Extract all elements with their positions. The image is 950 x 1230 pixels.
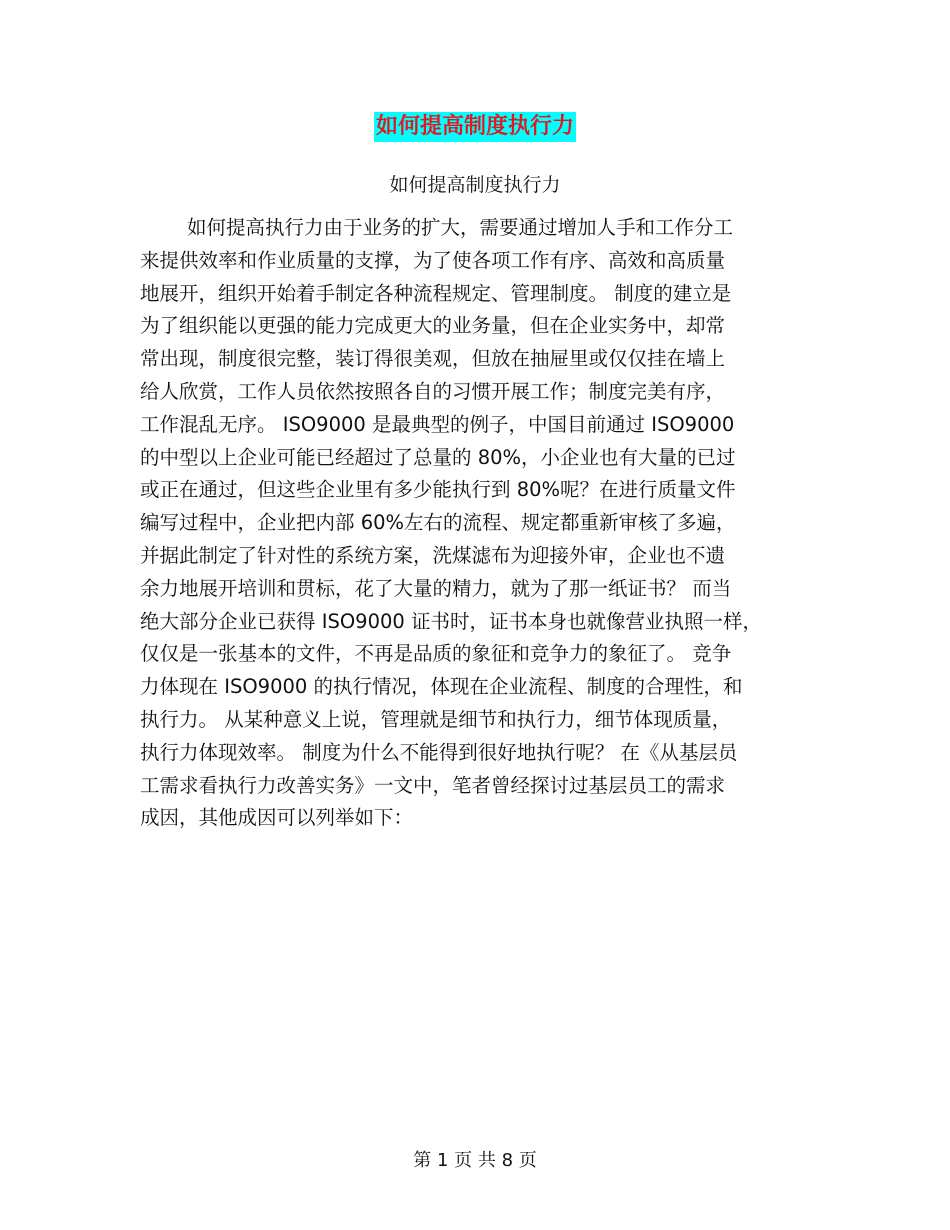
- text-line: 并据此制定了针对性的系统方案，洗煤滤布为迎接外审，企业也不遗: [140, 543, 726, 567]
- text-line: 仅仅是一张基本的文件，不再是品质的象征和竞争力的象征了。 竞争: [140, 642, 732, 666]
- text-line: 工作混乱无序。 ISO9000 是最典型的例子，中国目前通过 ISO9000: [140, 412, 735, 436]
- text-line: 常出现，制度很完整，装订得很美观，但放在抽屉里或仅仅挂在墙上: [140, 347, 726, 371]
- title-container: [0, 112, 950, 142]
- text-line: 为了组织能以更强的能力完成更大的业务量，但在企业实务中，却常: [140, 314, 726, 338]
- text-line: 来提供效率和作业质量的支撑，为了使各项工作有序、高效和高质量: [140, 248, 726, 272]
- text-line: 成因，其他成因可以列举如下：: [140, 806, 414, 830]
- text-line: 编写过程中，企业把内部 60%左右的流程、规定都重新审核了多遍，: [140, 511, 736, 535]
- text-line: 如何提高执行力由于业务的扩大，需要通过增加人手和工作分工: [187, 216, 734, 239]
- text-line: 给人欣赏，工作人员依然按照各自的习惯开展工作；制度完美有序，: [140, 379, 726, 403]
- document-title: 如何提高制度执行力: [374, 112, 576, 142]
- text-line: 执行力。 从某种意义上说，管理就是细节和执行力，细节体现质量，: [140, 707, 732, 731]
- text-line: 执行力体现效率。 制度为什么不能得到很好地执行呢？ 在《从基层员: [140, 740, 738, 764]
- text-line: 或正在通过，但这些企业里有多少能执行到 80%呢？在进行质量文件: [140, 478, 736, 502]
- body-paragraph: [140, 212, 830, 835]
- text-line: 地展开，组织开始着手制定各种流程规定、管理制度。 制度的建立是: [140, 281, 732, 305]
- text-line: 余力地展开培训和贯标，花了大量的精力，就为了那一纸证书？ 而当: [140, 576, 732, 600]
- page-footer: 第 1 页 共 8 页: [413, 1150, 537, 1171]
- text-line: 的中型以上企业可能已经超过了总量的 80%，小企业也有大量的已过: [140, 445, 736, 469]
- text-line: 力体现在 ISO9000 的执行情况，体现在企业流程、制度的合理性，和: [140, 675, 743, 699]
- text-line: 绝大部分企业已获得 ISO9000 证书时，证书本身也就像营业执照一样，: [140, 609, 763, 633]
- text-line: 工需求看执行力改善实务》一文中，笔者曾经探讨过基层员工的需求: [140, 773, 726, 797]
- document-subtitle: 如何提高制度执行力: [389, 174, 561, 196]
